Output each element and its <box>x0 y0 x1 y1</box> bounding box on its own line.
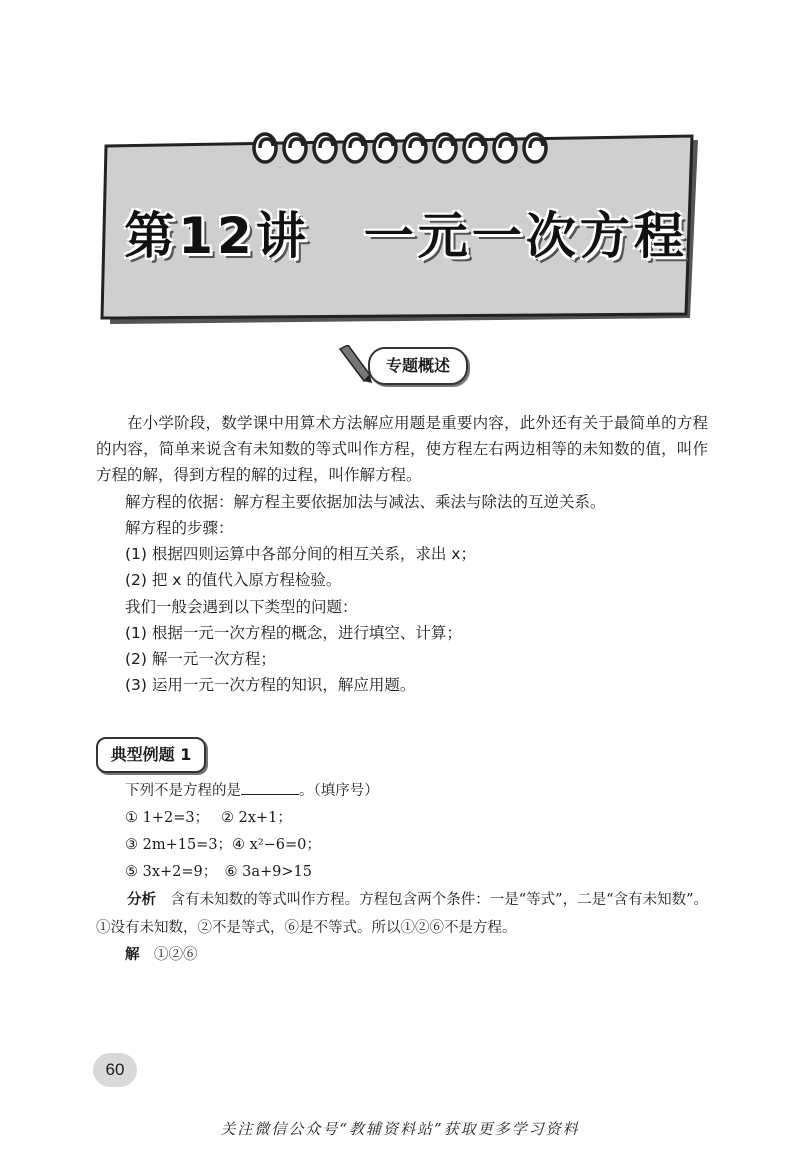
answer-line <box>125 942 198 968</box>
analysis-text: 含有未知数的等式叫作方程。方程包含两个条件：一是“等式”，二是“含有未知数”。①没有未知数，②不是等式，⑥是不等式。所以①②⑥不是方程。 <box>96 892 709 936</box>
answer-blank <box>241 780 299 795</box>
overview-basis: 解方程的依据：解方程主要依据加法与减法、乘法与除法的互逆关系。 <box>125 493 606 511</box>
analysis-paragraph <box>96 886 708 942</box>
option-row: ① 1+2=3； ② 2x+1； <box>125 810 292 826</box>
type-item: (1) 根据一元一次方程的概念，进行填空、计算； <box>125 624 462 642</box>
title-banner <box>100 118 712 340</box>
section-header: 专题概述 <box>368 347 468 385</box>
lecture-title: 第12讲 一元一次方程 <box>124 207 688 265</box>
step-item: (1) 根据四则运算中各部分间的相互关系，求出 x； <box>125 545 476 563</box>
option-row: ⑤ 3x+2=9； ⑥ 3a+9>15 <box>125 864 312 880</box>
example-header: 典型例题 1 <box>96 737 206 773</box>
option-row: ③ 2m+15=3；④ x²−6=0； <box>125 837 321 853</box>
type-item: (2) 解一元一次方程； <box>125 650 276 668</box>
question-text: 下列不是方程的是 <box>125 783 241 799</box>
step-item: (2) 把 x 的值代入原方程检验。 <box>125 571 342 589</box>
type-item: (3) 运用一元一次方程的知识，解应用题。 <box>125 676 416 694</box>
analysis-label: 分析 <box>127 891 157 908</box>
answer-label: 解 <box>125 946 140 963</box>
steps-title: 解方程的步骤： <box>125 519 234 537</box>
types-title: 我们一般会遇到以下类型的问题： <box>125 598 358 616</box>
example-question <box>125 778 379 804</box>
page-number: 60 <box>93 1053 137 1087</box>
answer-text: ①②⑥ <box>154 947 198 963</box>
overview-intro: 在小学阶段，数学课中用算术方法解应用题是重要内容，此外还有关于最简单的方程的内容，简单来说含有未知数的等式叫作方程，使方程左右两边相等的未知数的值，叫作方程的解，得到方程的解的过程，叫作解方程。 <box>96 414 708 484</box>
footer-note: 关注微信公众号“教辅资料站”获取更多学习资料 <box>220 1120 580 1138</box>
question-hint: 。（填序号） <box>299 783 379 799</box>
